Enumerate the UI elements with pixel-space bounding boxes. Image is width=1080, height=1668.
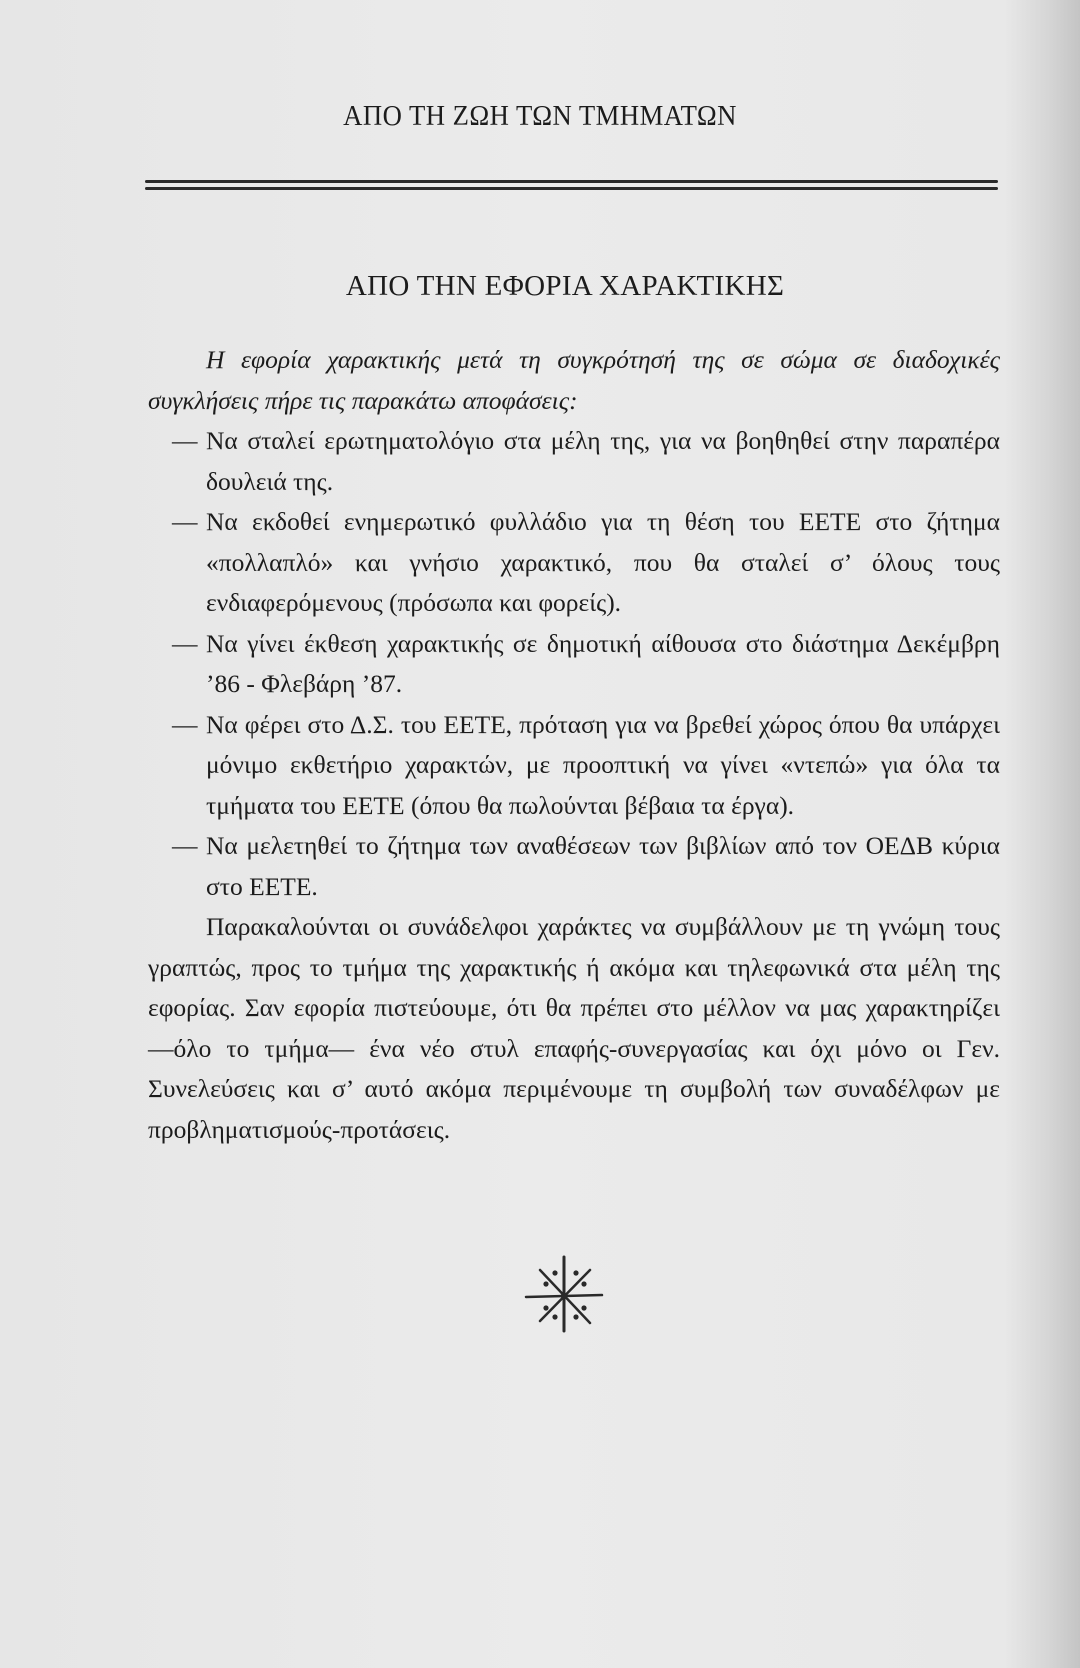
decision-item (148, 826, 1000, 907)
dash-bullet: — (172, 628, 198, 658)
decision-text: Να εκδοθεί ενημερωτικό φυλλάδιο για τη θέση του ΕΕΤΕ στο ζήτημα «πολλαπλό» και γνήσιο χαρακτικό, που θα σταλεί σ’ όλους τους ενδιαφερόμενους (πρόσωπα και φορείς). (206, 507, 1000, 617)
dash-bullet: — (172, 507, 198, 536)
decision-text: Να γίνει έκθεση χαρακτικής σε δημοτική αίθουσα στο διάστημα Δεκέμβρη ’86 - Φλεβάρη ’87. (206, 628, 1000, 698)
decision-item (148, 705, 1000, 827)
asterisk-star-ornament-icon (524, 1253, 604, 1333)
running-head: ΑΠΟ ΤΗ ΖΩΗ ΤΩΝ ΤΜΗΜΑΤΩΝ (343, 100, 737, 132)
header-rule-top (145, 180, 998, 183)
decision-item (148, 421, 1000, 502)
dash-bullet: — (172, 426, 198, 455)
section-title: ΑΠΟ ΤΗΝ ΕΦΟΡΙΑ ΧΑΡΑΚΤΙΚΗΣ (345, 270, 785, 302)
intro-paragraph: Η εφορία χαρακτικής μετά τη συγκρότησή της σε σώμα σε διαδοχικές συγκλήσεις πήρε τις παρακάτω αποφάσεις: (148, 345, 1000, 415)
header-rule-bottom (145, 187, 998, 190)
decision-text: Να μελετηθεί το ζήτημα των αναθέσεων των βιβλίων από τον ΟΕΔΒ κύρια στο ΕΕΤΕ. (206, 831, 1000, 901)
decision-text: Να φέρει στο Δ.Σ. του ΕΕΤΕ, πρόταση για να βρεθεί χώρος όπου θα υπάρχει μόνιμο εκθετήριο χαρακτών, με προοπτική να γίνει «ντεπώ» για όλα τα τμήματα του ΕΕΤΕ (όπου θα πωλούνται βέβαια τα έργα). (206, 709, 1000, 820)
dash-bullet: — (172, 831, 198, 860)
decision-item (148, 624, 1000, 705)
dash-bullet: — (172, 709, 198, 739)
decision-text: Να σταλεί ερωτηματολόγιο στα μέλη της, για να βοηθηθεί στην παραπέρα δουλειά της. (206, 426, 1000, 496)
decision-item (148, 502, 1000, 624)
closing-paragraph: Παρακαλούνται οι συνάδελφοι χαράκτες να συμβάλλουν με τη γνώμη τους γραπτώς, προς το τμήμα της χαρακτικής ή ακόμα και τηλεφωνικά στα μέλη της εφορίας. Σαν εφορία πιστεύουμε, ότι θα πρέπει στο μέλλον να μας χαρακτηρίζει —όλο το τμήμα— ένα νέο στυλ επαφής-συνεργασίας και όχι μόνο οι Γεν. Συνελεύσεις και σ’ αυτό ακόμα περιμένουμε τη συμβολή των συναδέλφων με προβληματισμούς-προτάσεις. (148, 912, 1000, 1144)
article-body (148, 340, 1000, 1150)
